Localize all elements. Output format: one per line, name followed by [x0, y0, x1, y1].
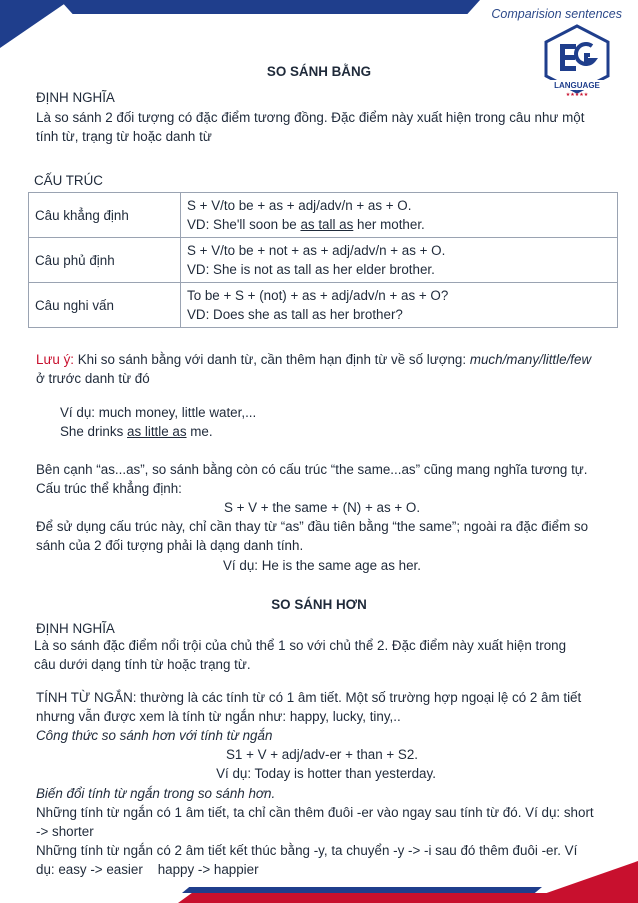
- note-label: Lưu ý:: [36, 352, 74, 367]
- definition-line: tính từ, trạng từ hoặc danh từ: [36, 129, 212, 144]
- structure-cell: [181, 238, 618, 283]
- definition-label: ĐỊNH NGHĨA: [36, 621, 115, 636]
- paragraph-line: Để sử dụng cấu trúc này, chỉ cần thay từ “as” đầu tiên bằng “the same”; ngoài ra đặc điểm so: [36, 519, 589, 534]
- paragraph-line: Cấu trúc thể khẳng định:: [36, 481, 182, 496]
- paragraph-line: Bên cạnh “as...as”, so sánh bằng còn có cấu trúc “the same...as” cũng mang nghĩa tương tự.: [36, 462, 588, 477]
- structure-label: CẤU TRÚC: [34, 173, 103, 188]
- paragraph-line: Những tính từ ngắn có 2 âm tiết kết thúc bằng -y, ta chuyển -y -> -i sau đó thêm đuôi -er. Ví: [36, 843, 578, 858]
- sentence-type: Câu nghi vấn: [29, 283, 181, 328]
- logo-text: LANGUAGE: [554, 81, 600, 90]
- table-row: [29, 193, 618, 238]
- section-title-comparative: SO SÁNH HƠN: [271, 597, 367, 612]
- example-line: Ví dụ: He is the same age as her.: [223, 558, 421, 573]
- section-title-equal: SO SÁNH BẰNG: [266, 64, 372, 79]
- structure-cell: [181, 193, 618, 238]
- formula-line: S1 + V + adj/adv-er + than + S2.: [225, 747, 419, 762]
- paragraph-line: nhưng vẫn được xem là tính từ ngắn như: happy, lucky, tiny,..: [36, 709, 401, 724]
- note-line: ở trước danh từ đó: [36, 371, 150, 386]
- table-row: [29, 238, 618, 283]
- formula: To be + S + (not) + as + adj/adv/n + as + O?: [187, 288, 449, 303]
- example-line: Ví dụ: Today is hotter than yesterday.: [216, 766, 436, 781]
- example: VD: Does she as tall as her brother?: [187, 307, 403, 322]
- formula-line: S + V + the same + (N) + as + O.: [223, 500, 421, 515]
- formula-label: Công thức so sánh hơn với tính từ ngắn: [36, 728, 273, 743]
- definition-line: Là so sánh đặc điểm nổi trội của chủ thể 1 so với chủ thể 2. Đặc điểm này xuất hiện trong: [34, 638, 567, 653]
- bottom-stripe-navy: [182, 887, 542, 893]
- example-line: Ví dụ: much money, little water,...: [60, 405, 257, 420]
- top-stripe: [60, 0, 480, 14]
- example-line: She drinks as little as me.: [60, 424, 213, 439]
- corner-decoration-top-left: [0, 0, 70, 48]
- formula: S + V/to be + as + adj/adv/n + as + O.: [187, 198, 412, 213]
- structure-table: [28, 192, 618, 328]
- underlined-phrase: as tall as: [300, 217, 354, 232]
- underlined-phrase: as little as: [127, 424, 187, 439]
- bottom-stripe-red: [178, 893, 638, 903]
- definition-label: ĐỊNH NGHĨA: [36, 90, 115, 105]
- note-line: Lưu ý: Khi so sánh bằng với danh từ, cần thêm hạn định từ về số lượng: much/many/little/few: [36, 352, 592, 367]
- esg-logo-icon: [540, 24, 614, 98]
- paragraph-line: TÍNH TỪ NGẮN: thường là các tính từ có 1 âm tiết. Một số trường hợp ngoại lệ có 2 âm tiết: [36, 690, 582, 705]
- definition-line: Là so sánh 2 đối tượng có đặc điểm tương đồng. Đặc điểm này xuất hiện trong câu như một: [36, 110, 585, 125]
- note-italic: much/many/little/few: [469, 352, 592, 367]
- paragraph-line: sánh của 2 đối tượng phải là dạng danh tính.: [36, 538, 304, 553]
- sentence-type: Câu phủ định: [29, 238, 181, 283]
- sentence-type: Câu khẳng định: [29, 193, 181, 238]
- subheading: Biến đổi tính từ ngắn trong so sánh hơn.: [36, 786, 276, 801]
- structure-cell: [181, 283, 618, 328]
- paragraph-line: Những tính từ ngắn có 1 âm tiết, ta chỉ cần thêm đuôi -er vào ngay sau tính từ đó. Ví dụ: short: [36, 805, 594, 820]
- example: VD: She'll soon be as tall as her mother.: [187, 217, 425, 232]
- header-title: Comparision sentences: [491, 7, 622, 21]
- formula: S + V/to be + not + as + adj/adv/n + as + O.: [187, 243, 446, 258]
- paragraph-line: -> shorter: [36, 824, 94, 839]
- definition-line: câu dưới dạng tính từ hoặc trạng từ.: [34, 657, 251, 672]
- paragraph-line: dụ: easy -> easier happy -> happier: [36, 862, 259, 877]
- svg-text:★★★★★: ★★★★★: [565, 92, 589, 98]
- example: VD: She is not as tall as her elder brother.: [187, 262, 435, 277]
- table-row: [29, 283, 618, 328]
